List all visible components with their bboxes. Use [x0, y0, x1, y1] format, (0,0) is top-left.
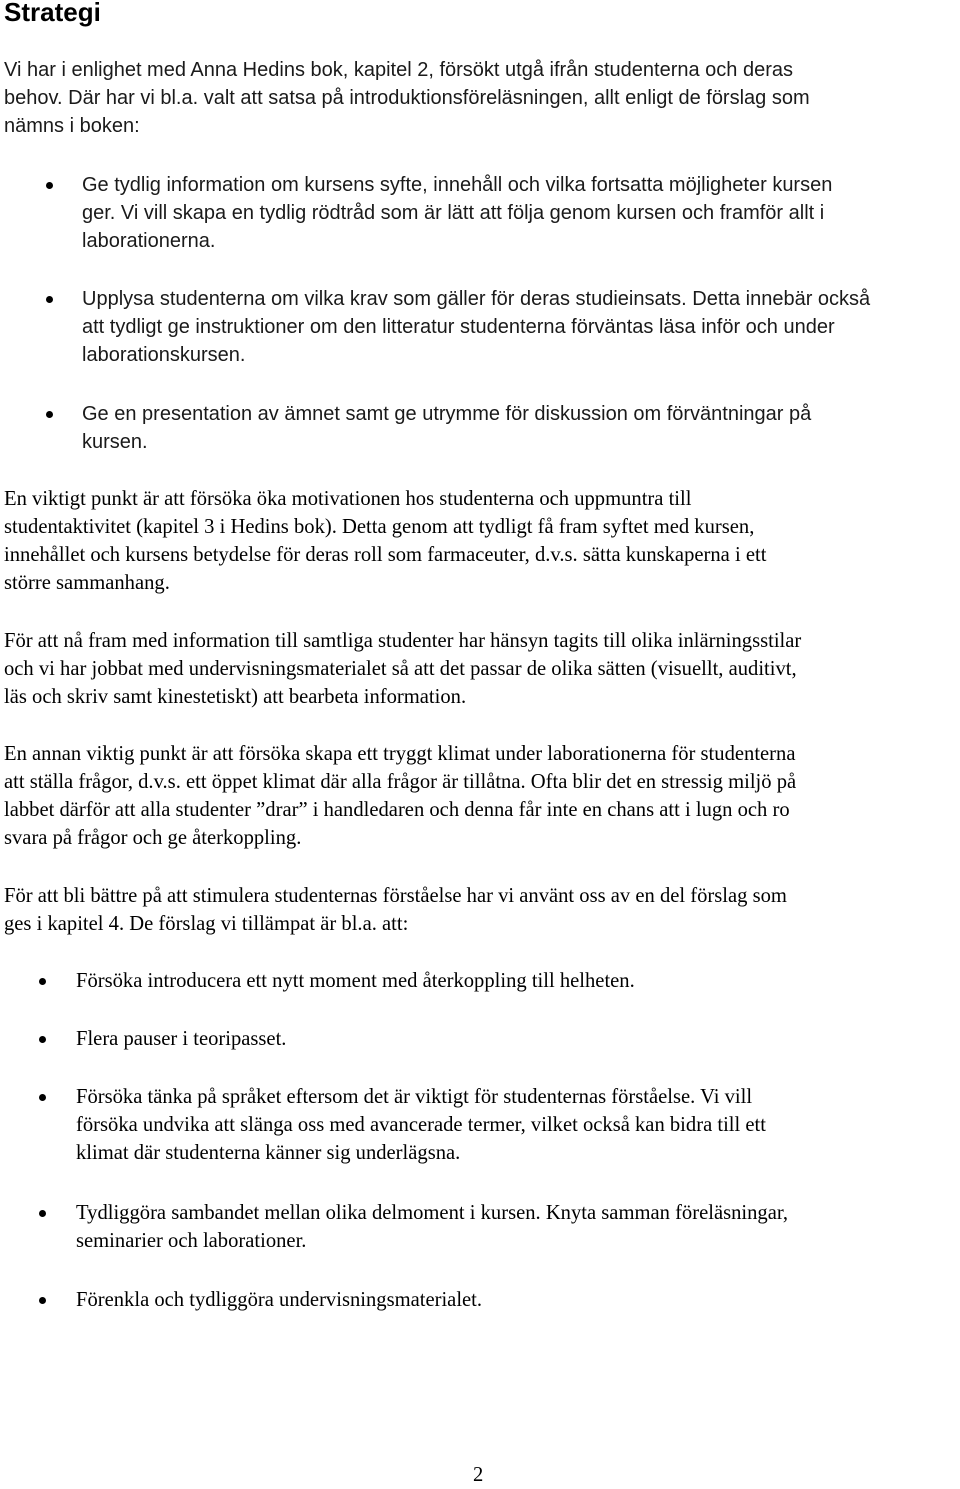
bullet-icon: [39, 1036, 46, 1043]
bullet-icon: [39, 1210, 46, 1217]
paragraph-line: labbet därför att alla studenter ”drar” i handledaren och denna får inte en chans att i lugn och ro: [4, 799, 790, 821]
list-item-line: Ge en presentation av ämnet samt ge utrymme för diskussion om förväntningar på: [82, 403, 812, 425]
list-item-line: klimat där studenterna känner sig underlägsna.: [76, 1142, 461, 1164]
list-item-line: kursen.: [82, 431, 148, 453]
bullet-icon: [39, 1094, 46, 1101]
list-item-line: Flera pauser i teoripasset.: [76, 1028, 287, 1050]
list-item-line: ger. Vi vill skapa en tydlig rödtråd som är lätt att följa genom kursen och framför allt i: [82, 202, 825, 224]
list-item-line: Försöka introducera ett nytt moment med återkoppling till helheten.: [76, 970, 635, 992]
list-item-line: laborationerna.: [82, 230, 216, 252]
paragraph-line: nämns i boken:: [4, 115, 140, 137]
bullet-icon: [46, 296, 53, 303]
list-item-line: seminarier och laborationer.: [76, 1230, 307, 1252]
paragraph-line: behov. Där har vi bl.a. valt att satsa på introduktionsföreläsningen, allt enligt de förslag som: [4, 87, 810, 109]
bullet-icon: [39, 978, 46, 985]
paragraph-line: ges i kapitel 4. De förslag vi tillämpat är bl.a. att:: [4, 913, 409, 935]
paragraph-line: att ställa frågor, d.v.s. ett öppet klimat där alla frågor är tillåtna. Ofta blir det en stressig miljö på: [4, 771, 797, 793]
list-item-line: Tydliggöra sambandet mellan olika delmoment i kursen. Knyta samman föreläsningar,: [76, 1202, 789, 1224]
list-item-line: Ge tydlig information om kursens syfte, innehåll och vilka fortsatta möjligheter kursen: [82, 174, 833, 196]
bullet-icon: [46, 182, 53, 189]
page-number: 2: [473, 1464, 484, 1486]
paragraph-line: En annan viktig punkt är att försöka skapa ett tryggt klimat under laborationerna för studenterna: [4, 743, 796, 765]
paragraph-line: För att bli bättre på att stimulera studenternas förståelse har vi använt oss av en del förslag som: [4, 885, 787, 907]
list-item-line: Förenkla och tydliggöra undervisningsmaterialet.: [76, 1289, 483, 1311]
paragraph-line: För att nå fram med information till samtliga studenter har hänsyn tagits till olika inlärningsstilar: [4, 630, 802, 652]
section-heading: Strategi: [4, 0, 101, 27]
paragraph-line: studentaktivitet (kapitel 3 i Hedins bok). Detta genom att tydligt få fram syftet med kursen,: [4, 516, 755, 538]
list-item-line: Försöka tänka på språket eftersom det är viktigt för studenternas förståelse. Vi vill: [76, 1086, 753, 1108]
list-item-line: att tydligt ge instruktioner om den litteratur studenterna förväntas läsa inför och under: [82, 316, 835, 338]
paragraph-line: innehållet och kursens betydelse för deras roll som farmaceuter, d.v.s. sätta kunskaperna i ett: [4, 544, 767, 566]
paragraph-line: läs och skriv samt kinestetiskt) att bearbeta information.: [4, 686, 467, 708]
paragraph-line: och vi har jobbat med undervisningsmaterialet så att det passar de olika sätten (visuellt, auditivt,: [4, 658, 797, 680]
paragraph-line: Vi har i enlighet med Anna Hedins bok, kapitel 2, försökt utgå ifrån studenterna och deras: [4, 59, 794, 81]
list-item-line: Upplysa studenterna om vilka krav som gäller för deras studieinsats. Detta innebär också: [82, 288, 871, 310]
bullet-icon: [39, 1297, 46, 1304]
paragraph-line: större sammanhang.: [4, 572, 170, 594]
paragraph-line: svara på frågor och ge återkoppling.: [4, 827, 302, 849]
list-item-line: försöka undvika att slänga oss med avancerade termer, vilket också kan bidra till ett: [76, 1114, 766, 1136]
bullet-icon: [46, 411, 53, 418]
paragraph-line: En viktigt punkt är att försöka öka motivationen hos studenterna och uppmuntra till: [4, 488, 692, 510]
list-item-line: laborationskursen.: [82, 344, 246, 366]
